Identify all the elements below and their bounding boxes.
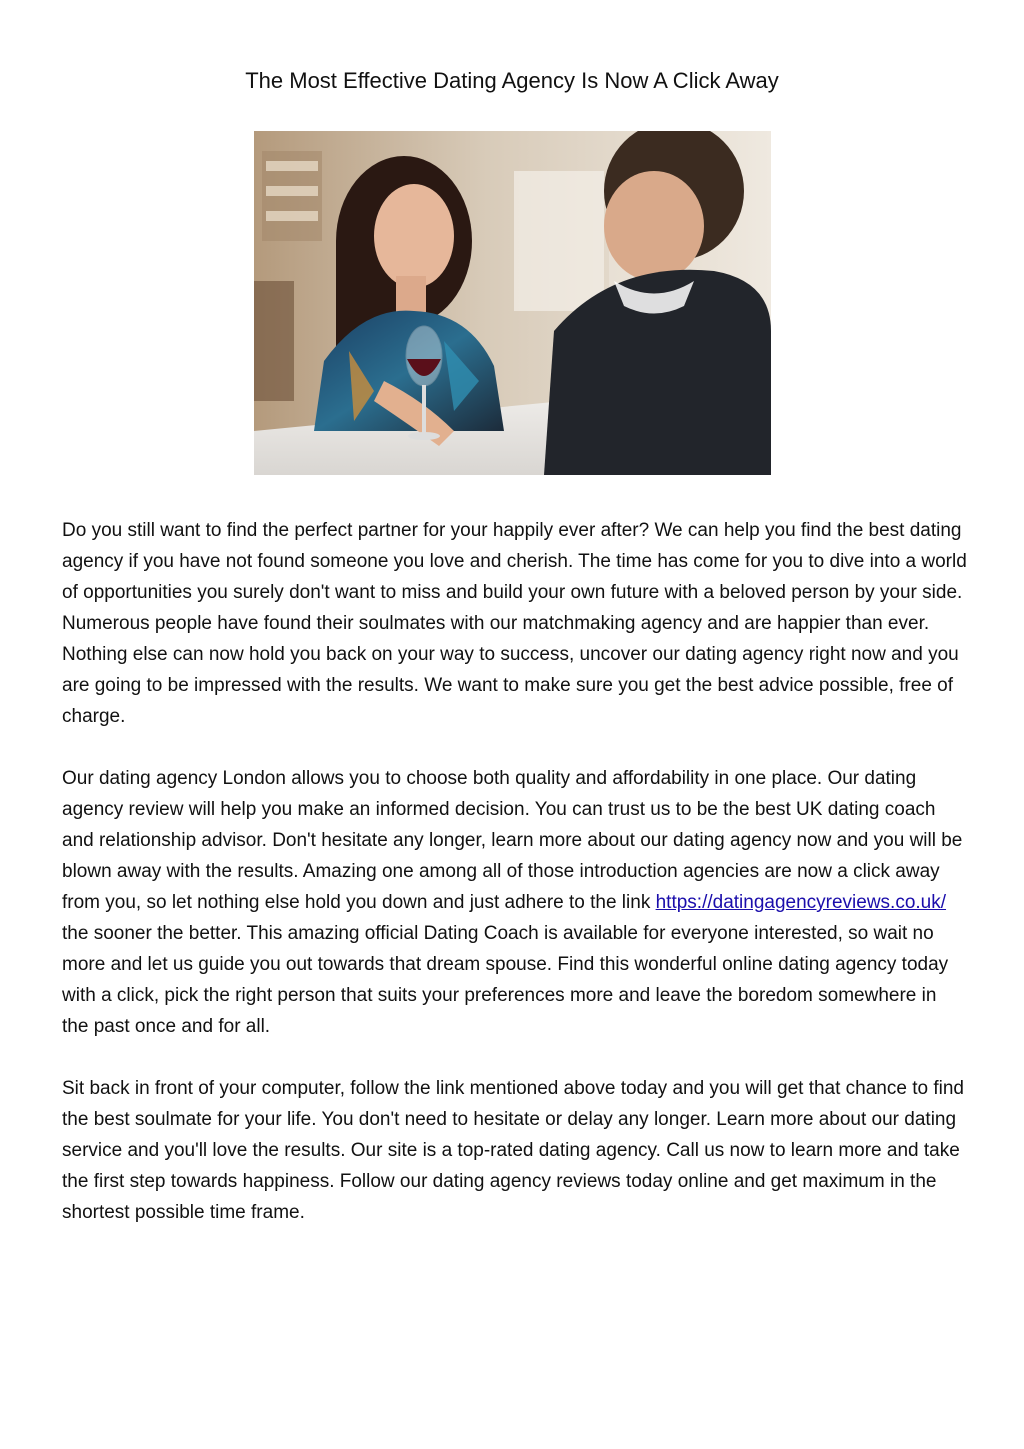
paragraph-2-text-after-link: the sooner the better. This amazing official Dating Coach is available for everyone interested, so wait no more and let us guide you out towards that dream spouse. Find this wonderful online dating agency today with a click, pick the right person that suits your preferences more and leave the boredom somewhere in the past once and for all. [62, 923, 949, 1037]
dating-photo-illustration [254, 131, 771, 475]
paragraph-1: Do you still want to find the perfect partner for your happily ever after? We can help you find the best dating agency if you have not found someone you love and cherish. The time has come for you to dive into a world of opportunities you surely don't want to miss and build your own future with a beloved person by your side. Numerous people have found their soulmates with our matchmaking agency and are happier than ever. Nothing else can now hold you back on your way to success, uncover our dating agency right now and you are going to be impressed with the results. We want to make sure you get the best advice possible, free of charge. [62, 520, 967, 727]
dating-photo [254, 131, 771, 475]
agency-reviews-link[interactable]: https://datingagencyreviews.co.uk/ [655, 892, 947, 913]
page-title: The Most Effective Dating Agency Is Now A Click Away [245, 68, 779, 93]
paragraph-3: Sit back in front of your computer, follow the link mentioned above today and you will get that chance to find the best soulmate for your life. You don't need to hesitate or delay any longer. Learn more about our dating service and you'll love the results. Our site is a top-rated dating agency. Call us now to learn more and take the first step towards happiness. Follow our dating agency reviews today online and get maximum in the shortest possible time frame. [62, 1078, 964, 1223]
paragraph-2-text-before-link: Our dating agency London allows you to choose both quality and affordability in one place. Our dating agency review will help you make an informed decision. You can trust us to be the best UK dating coach and relationship advisor. Don't hesitate any longer, learn more about our dating agency now and you will be blown away with the results. Amazing one among all of those introduction agencies are now a click away from you, so let nothing else hold you down and just adhere to the link [62, 768, 963, 913]
paragraph-2 [62, 763, 967, 1042]
article-body [62, 515, 967, 1259]
